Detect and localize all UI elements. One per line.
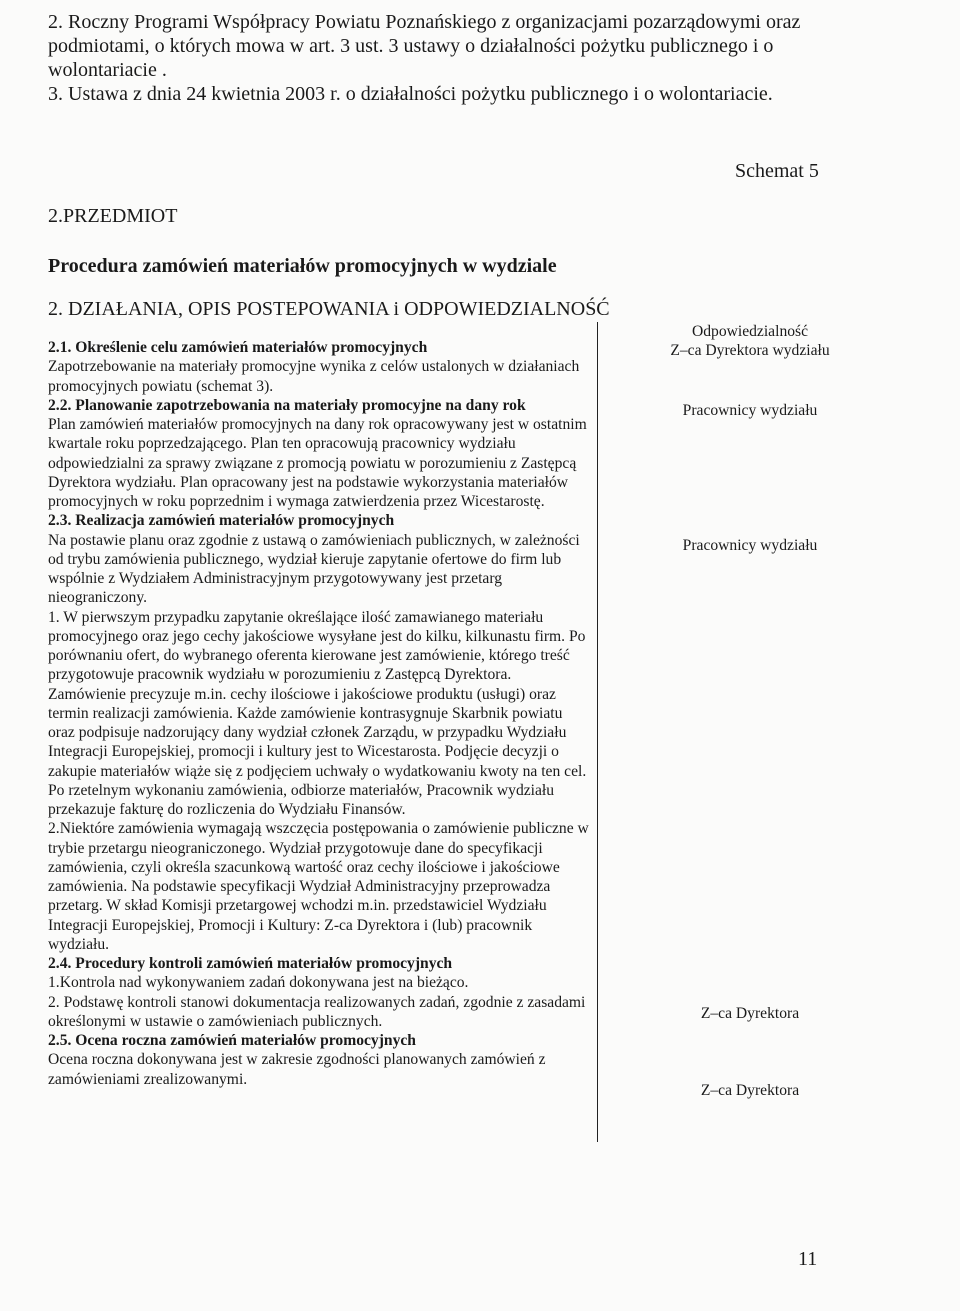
section-heading: 2.3. Realizacja zamówień materiałów promocyjnych bbox=[48, 512, 395, 530]
section-heading: 2.4. Procedury kontroli zamówień materiałów promocyjnych bbox=[48, 955, 453, 972]
intro-list bbox=[48, 10, 878, 106]
schema-label: Schemat 5 bbox=[735, 160, 819, 182]
procedure-title: Procedura zamówień materiałów promocyjnych w wydziale bbox=[48, 255, 557, 277]
responsible-party: Z–ca Dyrektora bbox=[700, 1005, 800, 1022]
section-paragraph: Zapotrzebowanie na materiały promocyjne wynika z celów ustalonych w działaniach promocyjnych powiatu (schemat 3). bbox=[48, 358, 580, 395]
responsible-party: Pracownicy wydziału bbox=[682, 537, 818, 554]
responsible-party: Pracownicy wydziału bbox=[682, 402, 818, 419]
section-heading: 2.1. Określenie celu zamówień materiałów promocyjnych bbox=[48, 339, 428, 356]
intro-item: 2. Roczny Programi Współpracy Powiatu Poznańskiego z organizacjami pozarządowymi oraz podmiotami, o których mowa w art. 3 ust. 3 ustawy o działalności pożytku publicznego i o wolontariacie . bbox=[48, 11, 801, 81]
section-2-1 bbox=[48, 338, 593, 396]
section-2-3 bbox=[48, 511, 593, 954]
section-2-2 bbox=[48, 396, 593, 512]
section-paragraph: 1. W pierwszym przypadku zapytanie określające ilość zamawianego materiału promocyjnego oraz jego cechy jakościowe wysyłane jest do kilku, kilkunastu firm. Po porównaniu ofert, do wybranego oferenta kierowane jest zamówienie, którego treść przygotowuje pracownik wydziału w porozumieniu z Zastępcą Dyrektora. Zamówienie precyzuje m.in. cechy ilościowe i jakościowe produktu (usługi) oraz termin realizacji zamówienia. Każde zamówienie kontrasygnuje Skarbnik powiatu oraz podpisuje nadzorujący dany wydział członek Zarządu, w przypadku Wydziału Integracji Europejskiej, promocji i kultury jest to Wicestarosta. Podjęcie decyzji o zakupie materiałów wiąże się z podjęciem uchwały o wydatkowaniu kwoty na ten cel. Po rzetelnym wykonaniu zamówienia, odbiorze materiałów, Pracownik wydziału przekazuje fakturę do rozliczenia do Wydziału Finansów. bbox=[48, 608, 587, 818]
section-paragraph: Ocena roczna dokonywana jest w zakresie zgodności planowanych zamówień z zamówieniami zrealizowanymi. bbox=[48, 1051, 546, 1088]
subject-heading: 2.PRZEDMIOT bbox=[48, 205, 178, 227]
section-paragraph: 1.Kontrola nad wykonywaniem zadań dokonywana jest na bieżąco. bbox=[48, 974, 469, 992]
section-paragraph: Na postawie planu oraz zgodnie z ustawą o zamówieniach publicznych, w zależności od trybu zamówienia publicznego, wydział kieruje zapytanie ofertowe do firm lub wspólnie z Wydziałem Administracyjnym przygotowywany jest przetarg nieograniczony. bbox=[48, 531, 580, 607]
page-number: 11 bbox=[798, 1248, 818, 1270]
section-heading: 2.2. Planowanie zapotrzebowania na materiały promocyjne na dany rok bbox=[48, 396, 526, 414]
actions-heading: 2. DZIAŁANIA, OPIS POSTEPOWANIA i ODPOWIEDZIALNOŚĆ bbox=[48, 298, 610, 320]
section-paragraph: 2.Niektóre zamówienia wymagają wszczęcia postępowania o zamówienie publiczne w trybie przetargu nieograniczonego. Wydział przygotowuje dane do specyfikacji zamówienia, czyli określa szacunkową wartość oraz cechy ilościowe i jakościowe zamówienia. Na podstawie specyfikacji Wydział Administracyjny przeprowadza przetarg. W skład Komisji przetargowej wchodzi m.in. przedstawiciel Wydziału Integracji Europejskiej, Promocji i Kultury: Z-ca Dyrektora i (lub) pracownik wydziału. bbox=[48, 820, 589, 953]
responsible-party: Z–ca Dyrektora wydziału bbox=[670, 342, 830, 359]
responsibility-header: Odpowiedzialność bbox=[691, 323, 809, 340]
column-divider bbox=[597, 322, 598, 1142]
intro-item: 3. Ustawa z dnia 24 kwietnia 2003 r. o działalności pożytku publicznego i o wolontariacie. bbox=[48, 83, 773, 105]
section-paragraph: 2. Podstawę kontroli stanowi dokumentacja realizowanych zadań, zgodnie z zasadami określonymi w ustawie o zamówieniach publicznych. bbox=[48, 993, 586, 1030]
section-heading: 2.5. Ocena roczna zamówień materiałów promocyjnych bbox=[48, 1032, 416, 1049]
section-2-5 bbox=[48, 1031, 593, 1089]
responsible-party: Z–ca Dyrektora bbox=[700, 1082, 800, 1099]
procedure-body bbox=[48, 338, 593, 1089]
section-2-4 bbox=[48, 954, 593, 1031]
section-paragraph: Plan zamówień materiałów promocyjnych na dany rok opracowywany jest w ostatnim kwartale roku poprzedzającego. Plan ten opracowują pracownicy wydziału odpowiedzialni za sprawy związane z promocją powiatu w porozumieniu z Zastępcą Dyrektora wydziału. Plan opracowany jest na podstawie wykorzystania materiałów promocyjnych w roku poprzednim i wymaga zatwierdzenia przez Wicestarostę. bbox=[48, 416, 587, 510]
